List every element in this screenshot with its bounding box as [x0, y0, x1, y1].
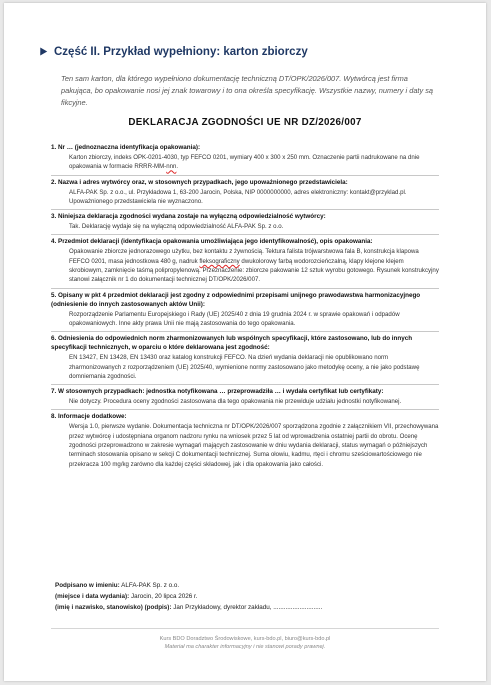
section-title: 4. Przedmiot deklaracji (identyfikacja opakowania umożliwiająca jego identyfikowalność), opis opakowania: — [51, 238, 373, 246]
document-page — [4, 3, 486, 681]
spellcheck-word[interactable]: fleksograficzny — [199, 257, 240, 265]
name-position-signature: (imię i nazwisko, stanowisko) (podpis): Jan Przykładowy, dyrektor zakładu, ............................ — [55, 604, 323, 611]
section-body: Rozporządzenie Parlamentu Europejskiego i Rady (UE) 2025/40 z dnia 19 grudnia 2024 r. w sprawie opakowań i odpadów opakowaniowych. Inne akty prawa Unii nie mają zastosowania do tego opakowania. — [69, 310, 400, 327]
section-1 — [51, 141, 439, 176]
section-heading-text: Część II. Przykład wypełniony: karton zbiorczy — [54, 46, 308, 58]
section-body: Opakowanie zbiorcze jednorazowego użytku, bez kontaktu z żywnością. Tektura falista trójwarstwowa fala B, konstrukcja klapowa FEFCO 0201, masa jednostkowa 480 g, nadruk fleksograficzny dwukolorowy farbą wodorozcieńczalną, klapy klejone klejem skrobiowym, zamknięcie taśmą polipropylenową. Przeznaczenie: zbiorcze pakowanie 12 sztuk wyrobu gotowego. Rysunek konstrukcyjny stanowi załącznik nr 1 do dokumentacji technicznej DT/OPK/2026/007. — [69, 248, 439, 284]
section-body[interactable]: Nie dotyczy. Procedura oceny zgodności zastosowana dla tego opakowania nie przewiduje udziału jednostki notyfikowanej. — [69, 398, 402, 406]
section-title: 5. Opisany w pkt 4 przedmiot deklaracji jest zgodny z odpowiednimi przepisami unijnego prawodawstwa harmonizacyjnego (odniesienie do innych zastosowanych aktów Unii): — [51, 291, 421, 308]
section-body: EN 13427, EN 13428, EN 13430 oraz katalog konstrukcji FEFCO. Na dzień wydania deklaracji nie opublikowano norm zharmonizowanych z rozporządzeniem (UE) 2025/40, wymienione normy zastosowano jako metodykę oceny, a nie jako podstawę domniemania zgodności. — [69, 354, 420, 380]
section-body: Karton zbiorczy, indeks OPK-0201-4030, typ FEFCO 0201, wymiary 400 x 300 x 250 mm. Oznaczenie partii nadrukowane na dnie opakowania w formacie RRRR-MM-nnn. — [69, 154, 420, 171]
footer-divider — [51, 628, 439, 629]
section-heading — [38, 46, 308, 58]
collapse-triangle-icon[interactable] — [37, 47, 47, 57]
spellcheck-word[interactable]: nnn — [166, 163, 177, 171]
section-title: 7. W stosownych przypadkach: jednostka notyfikowana … przeprowadziła … i wydała certyfikat lub certyfikaty: — [51, 388, 384, 396]
section-7 — [51, 385, 439, 410]
section-8 — [51, 410, 439, 471]
section-title: 3. Niniejsza deklaracja zgodności wydana zostaje na wyłączną odpowiedzialność wytwórcy: — [51, 213, 326, 221]
section-4 — [51, 235, 439, 288]
section-title: 1. Nr … (jednoznaczna identyfikacja opakowania): — [51, 144, 201, 151]
section-title: 2. Nazwa i adres wytwórcy oraz, w stosownych przypadkach, jego upoważnionego przedstawiciela: — [51, 178, 348, 186]
section-6 — [51, 332, 439, 385]
section-title: 6. Odniesienia do odpowiednich norm zharmonizowanych lub wspólnych specyfikacji, które zastosowano, lub do innych specyfikacji technicznych, w oparciu o które deklarowana jest zgodność: — [51, 335, 413, 352]
signature-block — [55, 580, 435, 613]
footer-line-1: Kurs BDO Doradztwo Środowiskowe, kurs-bdo.pl, biuro@kurs-bdo.pl — [159, 636, 331, 642]
section-2 — [51, 176, 439, 211]
section-body: Wersja 1.0, pierwsze wydanie. Dokumentacja techniczna nr DT/OPK/2026/007 sporządzona zgodnie z załącznikiem VII, przechowywana przez wytwórcę i udostępniana organom nadzoru rynku na wniosek przez 5 lat od wprowadzenia ostatniej partii do obrotu. Ocenę zgodności przeprowadzono w zakresie wymagań mających zastosowanie w dniu wydania deklaracji, status wymagań o późniejszych terminach stosowania opisano w sekcji C dokumentacji technicznej. Suma ołowiu, kadmu, rtęci i chromu sześciowartościowego nie przekracza 100 mg/kg zarówno dla każdej części składowej, jak i dla opakowania jako całości. — [69, 423, 439, 468]
signed-on-behalf: Podpisano w imieniu: ALFA-PAK Sp. z o.o. — [55, 582, 180, 589]
section-5 — [51, 289, 439, 333]
intro-paragraph: Ten sam karton, dla którego wypełniono dokumentację techniczną DT/OPK/2026/007. Wytwórcą jest firma pakująca, bo opakowanie nosi jej znak towarowy i to ona określa specyfikację. Wszystkie nazwy, numery i daty są fikcyjne. — [61, 74, 434, 107]
footer-line-2: Materiał ma charakter informacyjny i nie stanowi porady prawnej. — [164, 644, 326, 650]
place-date: (miejsce i data wydania): Jarocin, 20 lipca 2026 r. — [55, 593, 198, 600]
declaration-sections — [51, 141, 439, 472]
section-body: Tak. Deklarację wydaje się na wyłączną odpowiedzialność ALFA-PAK Sp. z o.o. — [69, 223, 284, 231]
section-3 — [51, 210, 439, 235]
declaration-title: DEKLARACJA ZGODNOŚCI UE NR DZ/2026/007 — [128, 117, 362, 128]
section-body: ALFA-PAK Sp. z o.o., ul. Przykładowa 1, 63-200 Jarocin, Polska, NIP 0000000000, adres elektroniczny: kontakt@przyklad.pl. Upoważnionego przedstawiciela nie wyznaczono. — [69, 188, 407, 205]
section-title: 8. Informacje dodatkowe: — [51, 413, 127, 421]
